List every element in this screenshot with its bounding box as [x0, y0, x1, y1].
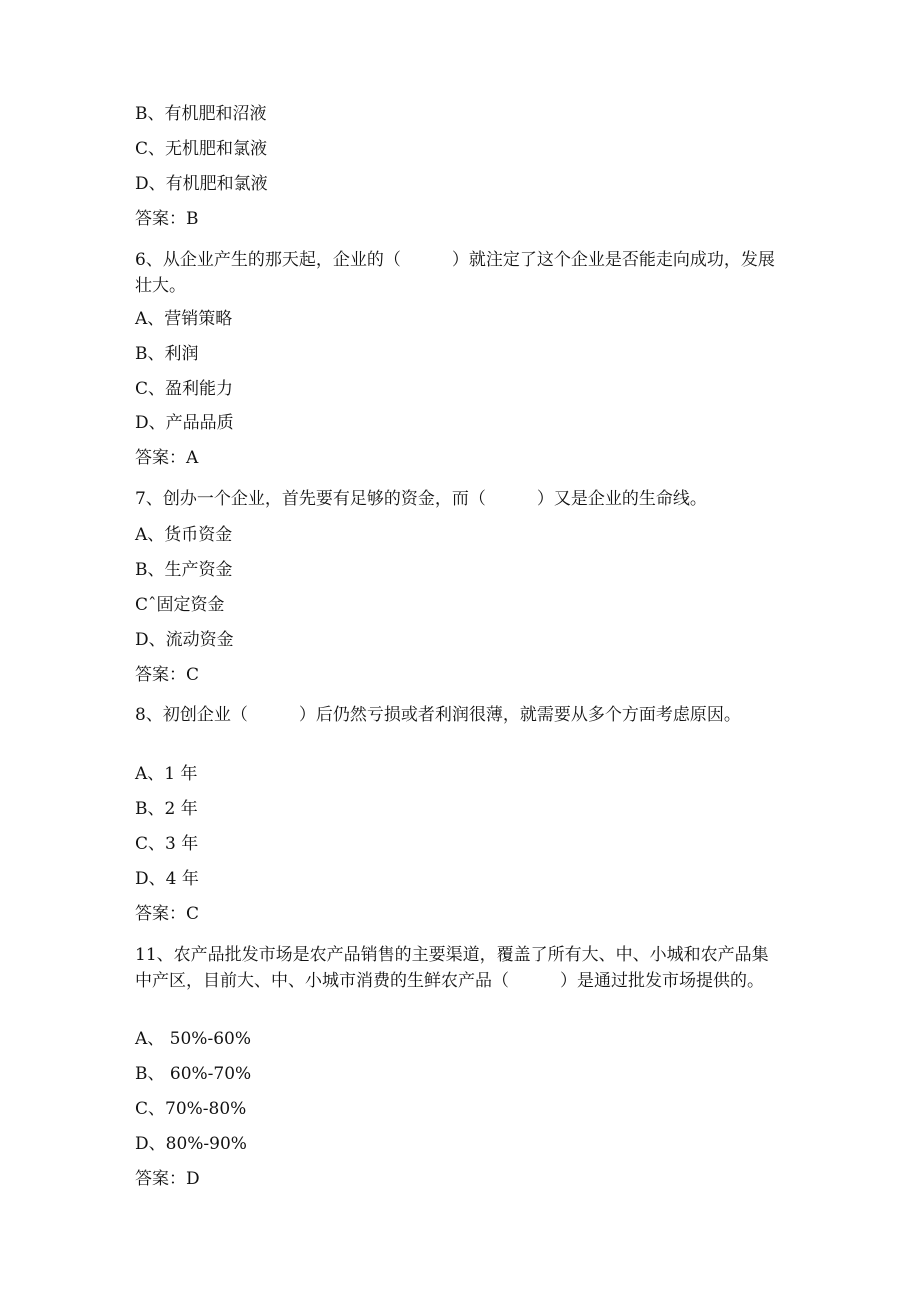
question-8: 8、初创企业（ ）后仍然亏损或者利润很薄，就需要从多个方面考虑原因。: [135, 705, 741, 725]
option-c-q7: Cˆ固定资金: [135, 595, 225, 615]
question-6: 6、从企业产生的那天起，企业的（ ）就注定了这个企业是否能走向成功，发展壮大。: [135, 250, 775, 296]
option-b-q5: B、有机肥和沼液: [135, 104, 267, 124]
answer-q8: 答案：C: [135, 904, 200, 924]
option-a-q7: A、货币资金: [135, 525, 233, 545]
option-c-q11: C、70%-80%: [135, 1099, 247, 1119]
option-d-q11: D、80%-90%: [135, 1134, 247, 1154]
option-d-q5: D、有机肥和氯液: [135, 174, 268, 194]
option-a-q11: A、 50%-60%: [135, 1029, 251, 1049]
option-d-q7: D、流动资金: [135, 630, 234, 650]
answer-q5: 答案：B: [135, 209, 199, 229]
question-7: 7、创办一个企业，首先要有足够的资金，而（ ）又是企业的生命线。: [135, 489, 707, 509]
question-11: 11、农产品批发市场是农产品销售的主要渠道，覆盖了所有大、中、小城和农产品集中产区，目前大、中、小城市消费的生鲜农产品（ ）是通过批发市场提供的。: [135, 945, 769, 991]
answer-q7: 答案：C: [135, 665, 200, 685]
option-a-q8: A、1 年: [135, 764, 198, 784]
option-c-q5: C、无机肥和氯液: [135, 139, 268, 159]
option-b-q7: B、生产资金: [135, 560, 233, 580]
answer-q11: 答案：D: [135, 1169, 200, 1189]
option-b-q8: B、2 年: [135, 799, 198, 819]
option-b-q11: B、 60%-70%: [135, 1064, 252, 1084]
option-c-q8: C、3 年: [135, 834, 199, 854]
option-d-q8: D、4 年: [135, 869, 199, 889]
option-b-q6: B、利润: [135, 344, 199, 364]
option-a-q6: A、营销策略: [135, 309, 233, 329]
option-c-q6: C、盈利能力: [135, 379, 234, 399]
option-d-q6: D、产品品质: [135, 413, 234, 433]
answer-q6: 答案：A: [135, 448, 199, 468]
